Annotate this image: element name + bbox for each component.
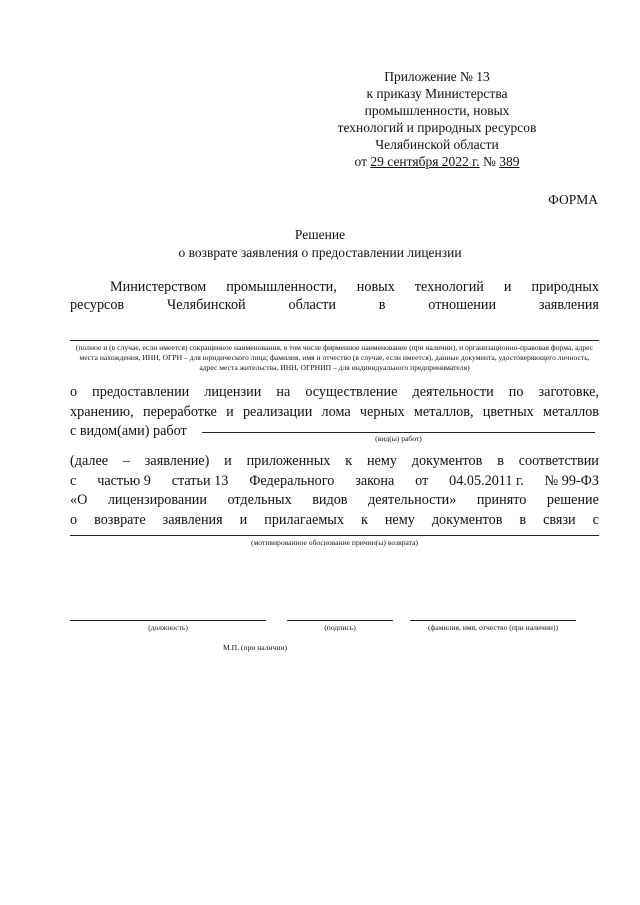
para3-line-3 (70, 491, 599, 511)
paragraph-decision (70, 452, 599, 530)
word: возврате (94, 511, 146, 528)
para1-line-2 (70, 296, 599, 314)
title-line-1: Решение (294, 227, 346, 242)
para2-line-3: с видом(ами) работ (70, 423, 187, 439)
word: приложенных (246, 453, 331, 469)
annex-line-2: к приказу Министерства (366, 86, 508, 101)
word: отдельных (227, 492, 292, 508)
word: решение (546, 492, 599, 508)
word: Министерством (110, 279, 207, 295)
name-field-line (410, 620, 576, 621)
word: и (224, 453, 232, 469)
annex-line-3: промышленности, новых (364, 103, 510, 118)
annex-line-5: Челябинской области (375, 137, 499, 152)
word: лицензировании (107, 492, 207, 508)
reason-caption: (мотивированное обоснование причин(ы) возврата) (250, 538, 419, 547)
word: новых (356, 279, 395, 295)
word: 04.05.2011 г. (449, 472, 524, 489)
position-caption: (должность) (148, 623, 188, 632)
para2-line-1: о предоставлении лицензии на осуществление деятельности по заготовке, (70, 384, 599, 400)
order-number: 389 (499, 154, 520, 169)
word: № 99-ФЗ (544, 472, 599, 489)
word: природных (531, 279, 599, 295)
word: отношении (428, 297, 497, 313)
word: заявления (162, 511, 223, 528)
annex-line-4: технологий и природных ресурсов (337, 120, 537, 135)
word: и (239, 511, 248, 528)
word: с (592, 511, 599, 528)
annex-line-1: Приложение № 13 (384, 69, 490, 84)
word: в (497, 453, 504, 469)
word: нему (366, 453, 397, 469)
paragraph-ministry (70, 278, 599, 314)
word: Челябинской (166, 297, 246, 313)
word: соответствии (518, 453, 599, 469)
word: заявление) (144, 453, 210, 469)
signature-field-line (287, 620, 393, 621)
date-prefix: от (354, 154, 368, 169)
word: заявления (538, 297, 599, 313)
word: к (345, 453, 353, 469)
work-types-field-line (202, 432, 595, 433)
stamp-label: М.П. (при наличии) (222, 643, 288, 652)
word: видов (312, 492, 348, 508)
word: с (70, 472, 77, 489)
word: и (503, 279, 512, 295)
word: Федерального (249, 472, 335, 489)
word: прилагаемых (264, 511, 344, 528)
word: к (360, 511, 368, 528)
word: технологий (414, 279, 484, 295)
para3-line-4 (70, 511, 599, 531)
annex-block (287, 68, 587, 170)
word: (далее (70, 453, 109, 469)
name-caption: (фамилия, имя, отчество (при наличии)) (427, 623, 558, 632)
word: области (288, 297, 336, 313)
order-date: 29 сентября 2022 г. (370, 154, 480, 169)
word: ресурсов (70, 297, 125, 313)
para1-line-1 (70, 278, 599, 296)
word: в (378, 297, 386, 313)
word: о (70, 511, 78, 528)
annex-date-line (287, 153, 587, 170)
word: промышленности, (226, 279, 337, 295)
document-title (0, 226, 640, 262)
word: закона (355, 472, 395, 489)
signature-caption: (подпись) (324, 623, 356, 632)
word: принято (476, 492, 527, 508)
word: связи (543, 511, 576, 528)
applicant-field-line (70, 340, 599, 341)
form-label: ФОРМА (548, 192, 598, 207)
word: деятельности» (368, 492, 457, 508)
word: нему (384, 511, 415, 528)
word: в (519, 511, 527, 528)
word: «О (70, 492, 88, 508)
word: документов (411, 453, 483, 469)
reason-field-line (70, 535, 599, 536)
work-types-caption: (вид(ы) работ) (375, 434, 422, 443)
word: документов (431, 511, 503, 528)
number-prefix: № (482, 154, 496, 169)
applicant-caption: (полное и (в случае, если имеется) сокращенное наименования, в том числе фирменное наименование (при наличии), и организационно-правовая форма, адрес места нахождения, ИНН, ОГРН – для юридического лица; фамилия, имя и отчество (в случае, если имеется), данные документа, удостоверяющего личность, адрес места жительства, ИНН, ОГРНИП – для индивидуального предпринимателя) (75, 343, 594, 372)
word: частью 9 (97, 472, 151, 489)
word: статьи 13 (171, 472, 229, 489)
para3-line-2 (70, 472, 599, 492)
word: – (122, 453, 130, 469)
para2-line-2: хранению, переработке и реализации лома черных металлов, цветных металлов (70, 403, 599, 420)
para3-line-1 (70, 452, 599, 472)
position-field-line (70, 620, 266, 621)
word: от (415, 472, 429, 489)
title-line-2: о возврате заявления о предоставлении лицензии (178, 245, 462, 260)
